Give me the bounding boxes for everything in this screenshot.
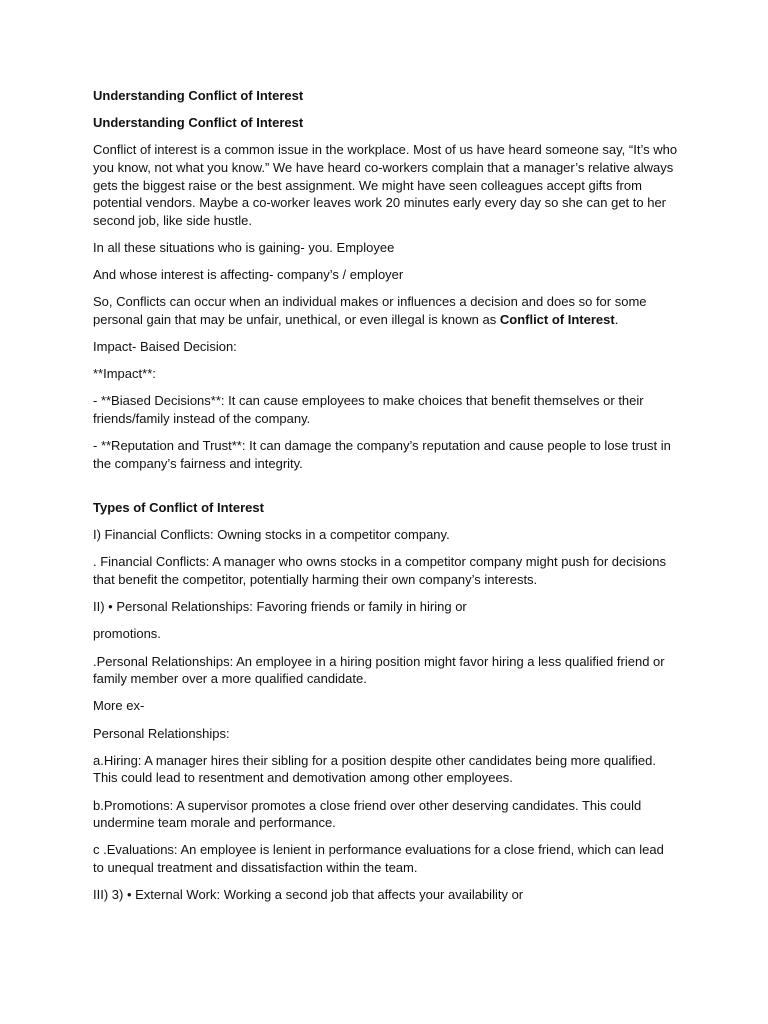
- financial-conflicts-line: I) Financial Conflicts: Owning stocks in a competitor company.: [93, 527, 450, 543]
- impact-heading: **Impact**:: [93, 366, 156, 382]
- document-page: [93, 87, 678, 913]
- more-examples-line: More ex-: [93, 698, 145, 714]
- evaluations-example: c .Evaluations: An employee is lenient in performance evaluations for a close friend, which can lead to unequal treatment and dissatisfaction within the team.: [93, 842, 664, 875]
- personal-relationships-line: II) • Personal Relationships: Favoring friends or family in hiring or: [93, 599, 467, 615]
- intro-paragraph: Conflict of interest is a common issue in the workplace. Most of us have heard someone say, “It’s who you know, not what you know.” We have heard co-workers complain that a manager’s relative always gets the biggest raise or the best assignment. We might have seen colleagues accept gifts from potential vendors. Maybe a co-worker leaves work 20 minutes early every day so she can get to her second job, like side hustle.: [93, 142, 678, 228]
- affecting-line: And whose interest is affecting- company’s / employer: [93, 267, 404, 283]
- definition-text: So, Conflicts can occur when an individual makes or influences a decision and does so for some personal gain that may be unfair, unethical, or even illegal is known as: [93, 294, 647, 327]
- types-heading: Types of Conflict of Interest: [93, 500, 264, 516]
- definition-paragraph: [93, 293, 678, 328]
- external-work-line: III) 3) • External Work: Working a second job that affects your availability or: [93, 887, 524, 903]
- financial-conflicts-example: . Financial Conflicts: A manager who owns stocks in a competitor company might push for decisions that benefit the competitor, potentially harming their own company’s interests.: [93, 554, 666, 587]
- promotions-example: b.Promotions: A supervisor promotes a close friend over other deserving candidates. This could undermine team morale and performance.: [93, 797, 642, 831]
- promotions-line: promotions.: [93, 626, 161, 642]
- document-heading: Understanding Conflict of Interest: [93, 115, 304, 131]
- impact-line: Impact- Baised Decision:: [93, 339, 237, 355]
- gaining-line: In all these situations who is gaining- you. Employee: [93, 239, 395, 255]
- personal-relationships-example: .Personal Relationships: An employee in a hiring position might favor hiring a less qualified friend or family member over a more qualified candidate.: [93, 653, 665, 687]
- definition-period: .: [614, 311, 619, 327]
- document-title: Understanding Conflict of Interest: [93, 88, 304, 103]
- hiring-example: a.Hiring: A manager hires their sibling for a position despite other candidates being more qualified. This could lead to resentment and demotivation among other employees.: [93, 752, 656, 786]
- reputation-trust-item: - **Reputation and Trust**: It can damage the company’s reputation and cause people to lose trust in the company’s fairness and integrity.: [93, 438, 671, 471]
- blank-line: [93, 482, 678, 499]
- personal-relationships-heading: Personal Relationships:: [93, 725, 230, 741]
- biased-decisions-item: - **Biased Decisions**: It can cause employees to make choices that benefit themselves or their friends/family instead of the company.: [93, 393, 644, 427]
- definition-term: Conflict of Interest: [499, 311, 615, 327]
